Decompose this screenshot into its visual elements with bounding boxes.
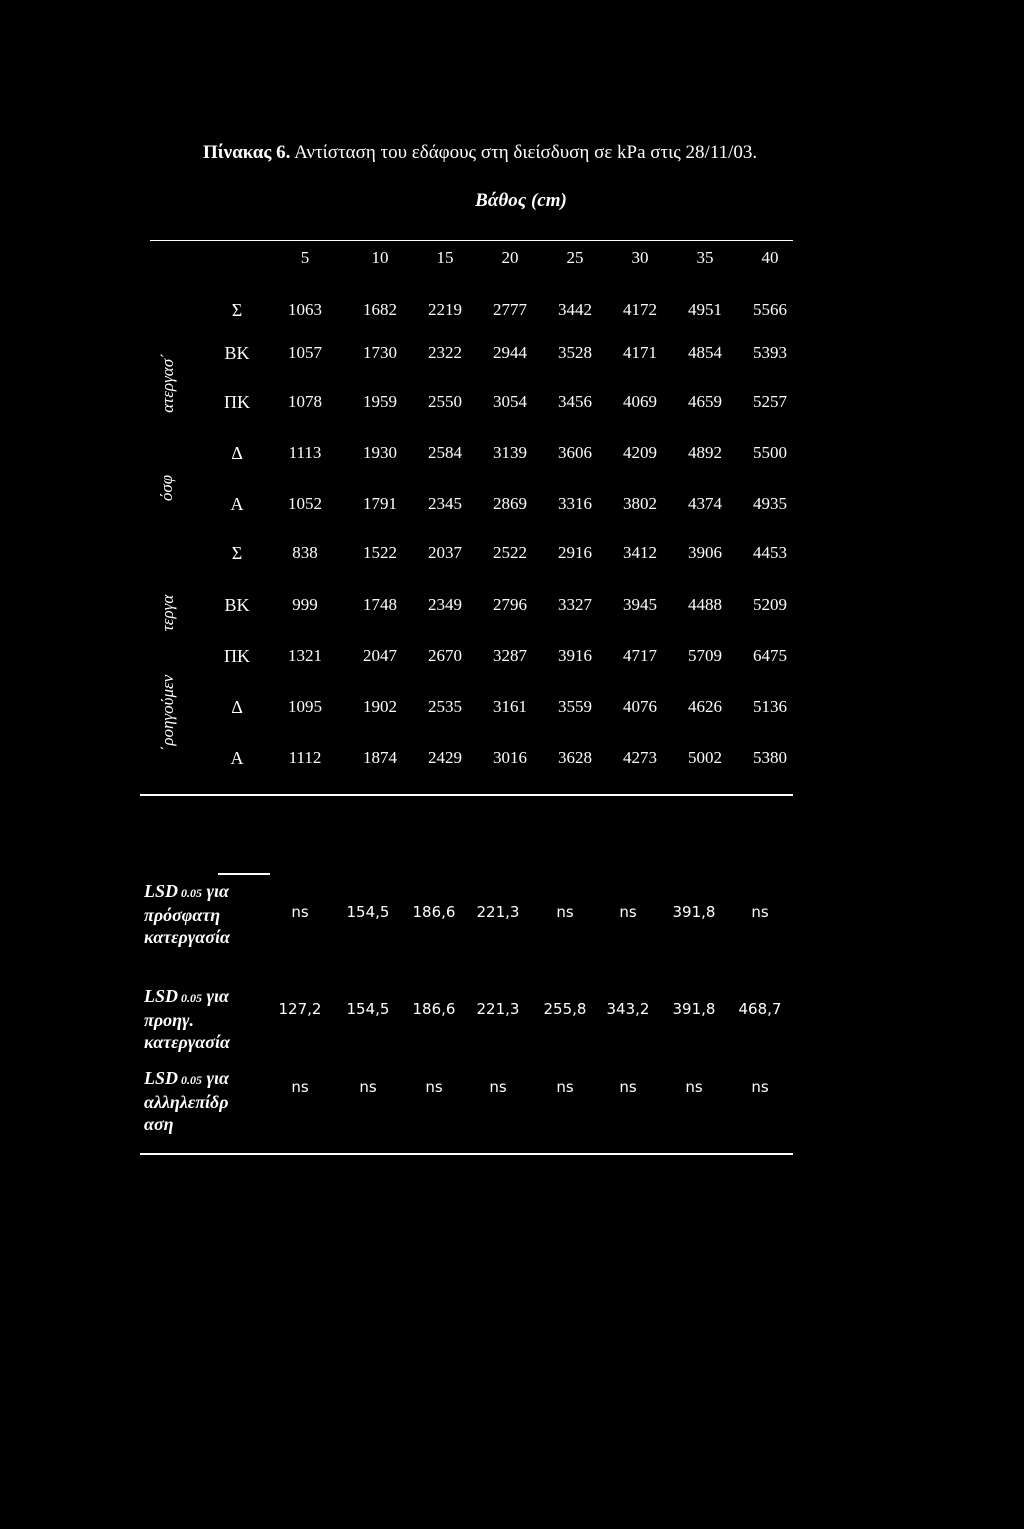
table-cell: 1748 [363, 595, 397, 614]
row-label: ΒΚ [224, 343, 250, 363]
table-cell: 5500 [753, 443, 787, 462]
lsd-cell: 391,8 [672, 1000, 716, 1018]
depth-col-30: 30 [631, 248, 649, 267]
table-cell: 1321 [288, 646, 322, 665]
table-cell: 1522 [363, 543, 397, 562]
lsd-label [144, 880, 259, 948]
lsd-abbrev: LSD [144, 986, 179, 1006]
lsd-cell: 186,6 [412, 1000, 456, 1018]
table-cell: 3906 [688, 543, 722, 562]
table-cell: 4273 [623, 748, 657, 767]
table-cell: 1791 [363, 494, 397, 513]
table-caption [203, 142, 757, 164]
table-cell: 1112 [288, 748, 322, 767]
table-cell: 4935 [753, 494, 787, 513]
lsd-level: 0.05 [178, 886, 203, 900]
table-cell: 838 [292, 543, 318, 562]
table-title: Αντίσταση του εδάφους στη διείσδυση σε kPa στις 28/11/03. [294, 142, 758, 163]
table-cell: 5257 [753, 392, 787, 411]
table-cell: 2944 [493, 343, 527, 362]
table-cell: 3161 [493, 697, 527, 716]
lsd-cell: ns [556, 1078, 574, 1096]
table-cell: 2322 [428, 343, 462, 362]
table-cell: 5566 [753, 300, 787, 319]
depth-col-10: 10 [371, 248, 389, 267]
group-label-1a: ατεργασ΄ [158, 353, 177, 413]
depth-col-40: 40 [761, 248, 779, 267]
lsd-bottom-rule [140, 1153, 793, 1155]
table-cell: 2345 [428, 494, 462, 513]
table-cell: 2670 [428, 646, 462, 665]
table-cell: 4488 [688, 595, 722, 614]
table-cell: 1959 [363, 392, 397, 411]
table-cell: 3628 [558, 748, 592, 767]
header-divider [150, 240, 793, 241]
lsd-label [144, 1067, 259, 1135]
table-cell: 3456 [558, 392, 592, 411]
table-cell: 999 [292, 595, 318, 614]
lsd-cell: 255,8 [543, 1000, 587, 1018]
lsd-cell: 154,5 [346, 903, 390, 921]
lsd-description: για αλληλεπίδρ αση [144, 1068, 229, 1134]
depth-col-35: 35 [696, 248, 714, 267]
lsd-cell: ns [751, 1078, 769, 1096]
table-cell: 5209 [753, 595, 787, 614]
table-cell: 4951 [688, 300, 722, 319]
row-label: ΠΚ [224, 646, 250, 666]
group-label-2a: τεργα [158, 594, 177, 632]
table-cell: 3916 [558, 646, 592, 665]
table-cell: 3606 [558, 443, 592, 462]
depth-col-15: 15 [436, 248, 454, 267]
table-cell: 1052 [288, 494, 322, 513]
table-cell: 2550 [428, 392, 462, 411]
table-cell: 4171 [623, 343, 657, 362]
lsd-cell: 391,8 [672, 903, 716, 921]
depth-header: Βάθος (cm) [475, 190, 567, 211]
lsd-level: 0.05 [178, 991, 203, 1005]
table-cell: 4209 [623, 443, 657, 462]
table-cell: 3054 [493, 392, 527, 411]
row-label: Δ [231, 697, 243, 717]
lsd-description: για πρόσφατη κατεργασία [144, 881, 230, 947]
lsd-cell: ns [359, 1078, 377, 1096]
row-label: ΒΚ [224, 595, 250, 615]
table-cell: 1902 [363, 697, 397, 716]
lsd-cell: ns [425, 1078, 443, 1096]
row-label: Σ [231, 300, 243, 320]
lsd-top-rule [218, 873, 270, 875]
lsd-label [144, 985, 259, 1053]
table-cell: 3528 [558, 343, 592, 362]
table-cell: 5002 [688, 748, 722, 767]
table-cell: 1930 [363, 443, 397, 462]
lsd-cell: ns [619, 903, 637, 921]
group-label-2b: ΄ροηγούμεν [158, 674, 177, 752]
table-cell: 3139 [493, 443, 527, 462]
table-cell: 3327 [558, 595, 592, 614]
table-cell: 1057 [288, 343, 322, 362]
table-cell: 2796 [493, 595, 527, 614]
table-cell: 5380 [753, 748, 787, 767]
lsd-cell: 127,2 [278, 1000, 322, 1018]
table-cell: 4892 [688, 443, 722, 462]
table-cell: 1113 [288, 443, 322, 462]
table-cell: 2349 [428, 595, 462, 614]
depth-col-5: 5 [300, 248, 310, 267]
table-cell: 4854 [688, 343, 722, 362]
table-cell: 3442 [558, 300, 592, 319]
lsd-cell: ns [685, 1078, 703, 1096]
table-bottom-rule [140, 794, 793, 796]
lsd-level: 0.05 [178, 1073, 203, 1087]
lsd-cell: ns [751, 903, 769, 921]
table-cell: 4659 [688, 392, 722, 411]
table-cell: 2777 [493, 300, 527, 319]
table-cell: 3412 [623, 543, 657, 562]
row-label: Α [230, 494, 244, 514]
table-cell: 3316 [558, 494, 592, 513]
group-label-1b: όσφ [157, 474, 176, 502]
table-cell: 2219 [428, 300, 462, 319]
lsd-abbrev: LSD [144, 881, 179, 901]
table-cell: 1682 [363, 300, 397, 319]
table-cell: 4069 [623, 392, 657, 411]
table-number: Πίνακας 6. [203, 142, 291, 163]
table-cell: 1063 [288, 300, 322, 319]
table-cell: 4453 [753, 543, 787, 562]
row-label: Σ [231, 543, 243, 563]
table-cell: 2535 [428, 697, 462, 716]
table-cell: 1078 [288, 392, 322, 411]
table-cell: 3802 [623, 494, 657, 513]
table-cell: 5136 [753, 697, 787, 716]
depth-col-25: 25 [566, 248, 584, 267]
table-cell: 4374 [688, 494, 722, 513]
depth-col-20: 20 [501, 248, 519, 267]
lsd-cell: ns [291, 1078, 309, 1096]
lsd-cell: 154,5 [346, 1000, 390, 1018]
lsd-description: για προηγ. κατεργασία [144, 986, 230, 1052]
row-label: Δ [231, 443, 243, 463]
table-cell: 3945 [623, 595, 657, 614]
table-cell: 4626 [688, 697, 722, 716]
lsd-cell: ns [619, 1078, 637, 1096]
lsd-cell: ns [556, 903, 574, 921]
table-cell: 5393 [753, 343, 787, 362]
table-cell: 3559 [558, 697, 592, 716]
lsd-cell: 186,6 [412, 903, 456, 921]
lsd-abbrev: LSD [144, 1068, 179, 1088]
lsd-cell: 468,7 [738, 1000, 782, 1018]
table-cell: 4172 [623, 300, 657, 319]
table-cell: 3016 [493, 748, 527, 767]
table-cell: 2047 [363, 646, 397, 665]
table-cell: 2429 [428, 748, 462, 767]
table-cell: 3287 [493, 646, 527, 665]
row-label: Α [230, 748, 244, 768]
table-cell: 2916 [558, 543, 592, 562]
table-cell: 1095 [288, 697, 322, 716]
table-cell: 4076 [623, 697, 657, 716]
table-cell: 2037 [428, 543, 462, 562]
lsd-cell: 343,2 [606, 1000, 650, 1018]
lsd-cell: ns [489, 1078, 507, 1096]
table-cell: 1730 [363, 343, 397, 362]
table-cell: 1874 [363, 748, 397, 767]
lsd-cell: ns [291, 903, 309, 921]
lsd-cell: 221,3 [476, 903, 520, 921]
lsd-cell: 221,3 [476, 1000, 520, 1018]
table-cell: 2522 [493, 543, 527, 562]
table-cell: 4717 [623, 646, 657, 665]
table-cell: 2584 [428, 443, 462, 462]
table-cell: 6475 [753, 646, 787, 665]
row-label: ΠΚ [224, 392, 250, 412]
table-cell: 2869 [493, 494, 527, 513]
table-cell: 5709 [688, 646, 722, 665]
